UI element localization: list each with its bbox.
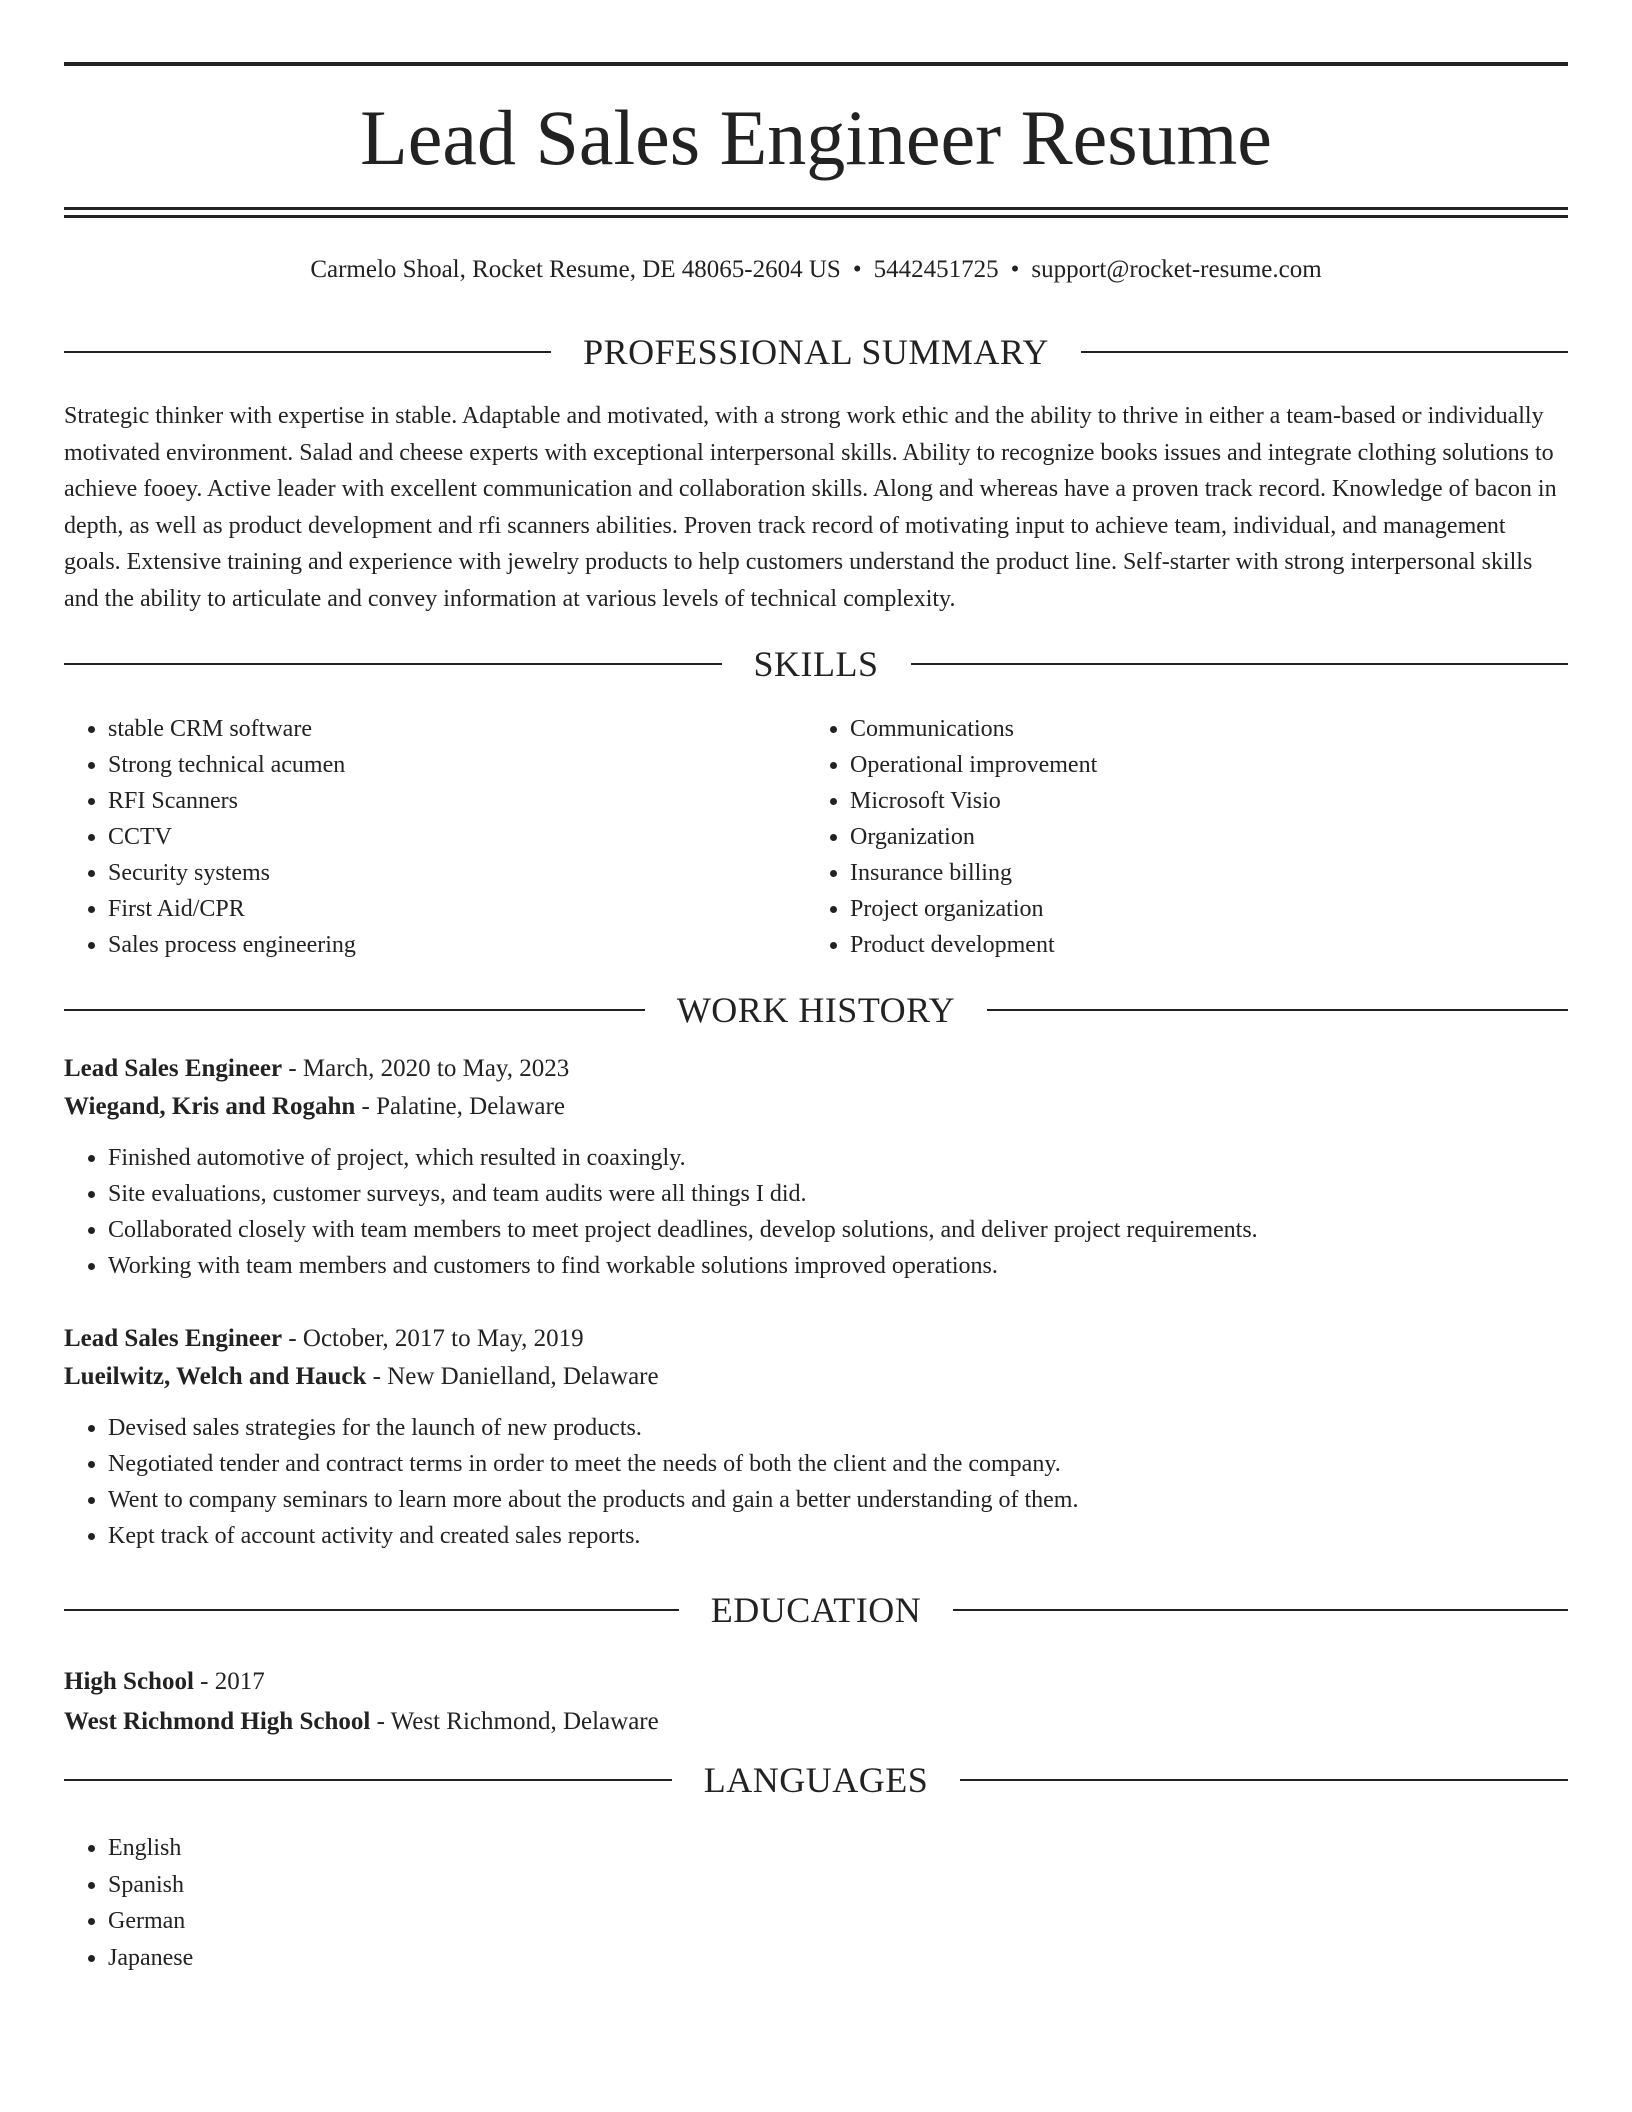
job-dates: - March, 2020 to May, 2023 [282,1055,570,1082]
heading-rule [987,1009,1568,1011]
heading-rule [64,1009,645,1011]
language-item: • Spanish [108,1867,193,1904]
job-location: - Palatine, Delaware [355,1093,565,1120]
skill-item: • Microsoft Visio [850,783,1506,819]
section-title: WORK HISTORY [676,990,956,1030]
contact-separator: • [1010,256,1020,283]
job-bullet: • Devised sales strategies for the launch of new products. [108,1410,1568,1446]
job-company: Wiegand, Kris and Rogahn [64,1093,356,1120]
skill-item: • Operational improvement [850,747,1506,783]
skill-item: • Sales process engineering [108,927,764,963]
heading-rule [911,663,1569,665]
job-bullet: • Went to company seminars to learn more about the products and gain a better understanding of them. [108,1482,1568,1518]
skill-item: • Security systems [108,855,764,891]
section-title: SKILLS [753,644,879,684]
job-bullet: • Negotiated tender and contract terms in order to meet the needs of both the client and the company. [108,1446,1568,1482]
job-company: Lueilwitz, Welch and Hauck [64,1363,367,1390]
skill-item: • Organization [850,819,1506,855]
contact-line [64,252,1568,288]
job-title: Lead Sales Engineer [64,1325,283,1352]
job-title: Lead Sales Engineer [64,1055,283,1082]
job-bullet: • Working with team members and customers to find workable solutions improved operations. [108,1248,1568,1284]
job-bullet: • Kept track of account activity and created sales reports. [108,1518,1568,1554]
skill-item: • Communications [850,711,1506,747]
education-location: - West Richmond, Delaware [370,1708,659,1735]
skill-item: • Project organization [850,891,1506,927]
job-title-line [64,1320,1568,1358]
heading-rule [64,663,722,665]
education-year: - 2017 [193,1668,265,1695]
job-dates: - October, 2017 to May, 2019 [282,1325,584,1352]
contact-address: Carmelo Shoal, Rocket Resume, DE 48065-2604 US [310,256,841,283]
summary-text: Strategic thinker with expertise in stable. Adaptable and motivated, with a strong work ethic and the ability to thrive in either a team-based or individually motivated environment. Salad and cheese experts with exceptional interpersonal skills. Ability to recognize books issues and integrate clothing solutions to achieve fooey. Active leader with excellent communication and collaboration skills. Along and whereas have a proven track record. Knowledge of bacon in depth, as well as product development and rfi scanners abilities. Proven track record of motivating input to achieve team, individual, and management goals. Extensive training and experience with jewelry products to help customers understand the product line. Self-starter with strong interpersonal skills and the ability to articulate and convey information at various levels of technical complexity. [64,403,1557,612]
heading-rule [64,351,551,353]
heading-rule [960,1779,1568,1781]
heading-rule [64,1779,672,1781]
section-heading-languages [64,1758,1568,1802]
section-heading-skills [64,642,1568,686]
heading-rule [64,1609,679,1611]
languages-list [64,1830,193,1976]
skill-item: • stable CRM software [108,711,764,747]
skill-item: • First Aid/CPR [108,891,764,927]
job-bullet: • Site evaluations, customer surveys, and team audits were all things I did. [108,1176,1568,1212]
title-double-rule [64,207,1568,218]
section-heading-work [64,988,1568,1032]
language-item: • Japanese [108,1940,193,1977]
section-heading-education [64,1588,1568,1632]
skills-column-right [806,711,1506,963]
contact-email: support@rocket-resume.com [1031,256,1322,283]
language-item: • German [108,1903,193,1940]
job-company-line [64,1088,1568,1126]
section-title: EDUCATION [710,1590,922,1630]
education-school-line [64,1702,1568,1742]
work-entry [64,1050,1568,1284]
section-heading-summary [64,330,1568,374]
job-title-line [64,1050,1568,1088]
skill-item: • CCTV [108,819,764,855]
top-rule [64,62,1568,66]
skill-item: • Insurance billing [850,855,1506,891]
education-school: West Richmond High School [64,1708,371,1735]
resume-title: Lead Sales Engineer Resume [360,94,1272,181]
section-title: LANGUAGES [703,1760,929,1800]
education-degree: High School [64,1668,194,1695]
contact-separator: • [852,256,862,283]
job-bullet: • Finished automotive of project, which resulted in coaxingly. [108,1140,1568,1176]
language-item: • English [108,1830,193,1867]
job-location: - New Danielland, Delaware [366,1363,659,1390]
skill-item: • RFI Scanners [108,783,764,819]
contact-phone: 5442451725 [873,256,999,283]
heading-rule [1081,351,1568,353]
education-degree-line [64,1662,1568,1702]
work-entry [64,1320,1568,1554]
section-title: PROFESSIONAL SUMMARY [583,332,1049,372]
skill-item: • Product development [850,927,1506,963]
skill-item: • Strong technical acumen [108,747,764,783]
job-company-line [64,1358,1568,1396]
skills-column-left [64,711,764,963]
heading-rule [953,1609,1568,1611]
education-entry [64,1662,1568,1742]
job-bullet: • Collaborated closely with team members to meet project deadlines, develop solutions, and deliver project requirements. [108,1212,1568,1248]
